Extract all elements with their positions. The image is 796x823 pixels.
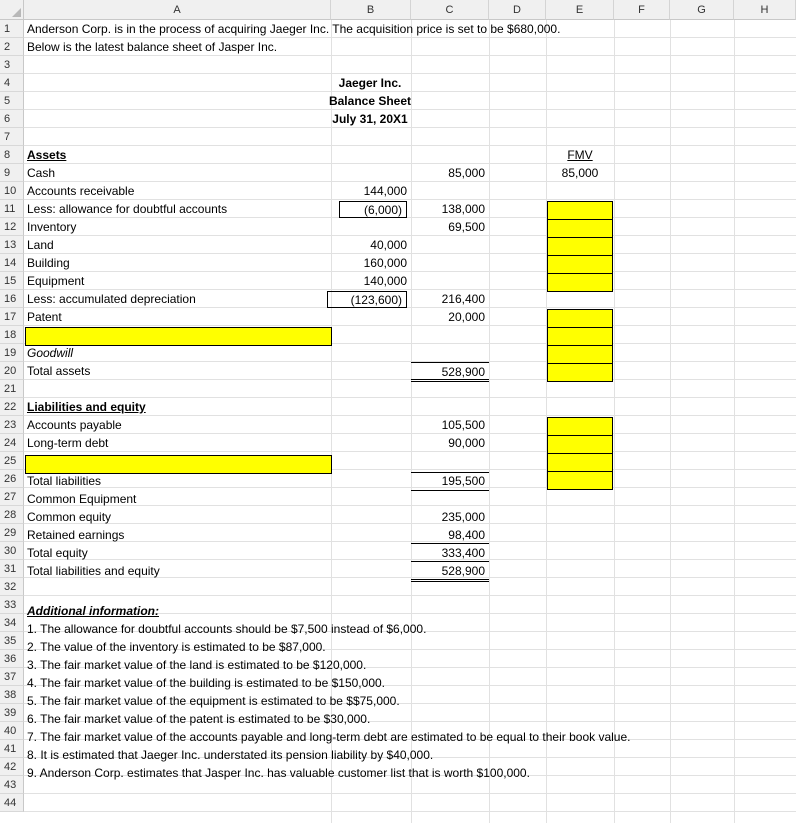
fmv-input-land[interactable]: [547, 237, 613, 256]
fmv-input-accounts-payable[interactable]: [547, 417, 613, 436]
fmv-cash: 85,000: [561, 166, 599, 180]
fmv-input-allowance[interactable]: [547, 201, 613, 220]
row-header-41[interactable]: 41: [0, 740, 24, 758]
row-header-12[interactable]: 12: [0, 218, 24, 236]
row-header-3[interactable]: 3: [0, 56, 24, 74]
row-header-21[interactable]: 21: [0, 380, 24, 398]
statement-date: July 31, 20X1: [332, 112, 408, 126]
label-accounts-receivable: Accounts receivable: [27, 184, 135, 198]
gridline: [24, 361, 796, 362]
row-header-19[interactable]: 19: [0, 344, 24, 362]
statement-title: Balance Sheet: [328, 94, 412, 108]
fmv-header: FMV: [567, 148, 593, 162]
additional-info-item: 3. The fair market value of the land is estimated to be $120,000.: [27, 658, 367, 672]
fmv-input-total-liabilities[interactable]: [547, 471, 613, 490]
label-patent: Patent: [27, 310, 62, 324]
fmv-input-row18[interactable]: [547, 327, 613, 346]
fmv-input-equipment[interactable]: [547, 273, 613, 292]
label-total-equity: Total equity: [27, 546, 88, 560]
row-header-16[interactable]: 16: [0, 290, 24, 308]
value-allowance: (6,000): [339, 201, 407, 218]
row-header-15[interactable]: 15: [0, 272, 24, 290]
label-cash: Cash: [27, 166, 56, 180]
fmv-input-patent[interactable]: [547, 309, 613, 328]
intro-line-1: Anderson Corp. is in the process of acquiring Jaeger Inc. The acquisition price is set to be $680,000.: [27, 22, 561, 36]
value-land: 40,000: [370, 238, 407, 252]
additional-info-item: 1. The allowance for doubtful accounts should be $7,500 instead of $6,000.: [27, 622, 427, 636]
row-header-13[interactable]: 13: [0, 236, 24, 254]
row-header-11[interactable]: 11: [0, 200, 24, 218]
row-header-8[interactable]: 8: [0, 146, 24, 164]
label-accounts-payable: Accounts payable: [27, 418, 122, 432]
column-header-e[interactable]: E: [546, 0, 614, 20]
row-header-25[interactable]: 25: [0, 452, 24, 470]
row-header-27[interactable]: 27: [0, 488, 24, 506]
fmv-input-inventory[interactable]: [547, 219, 613, 238]
row-header-17[interactable]: 17: [0, 308, 24, 326]
row-header-39[interactable]: 39: [0, 704, 24, 722]
row-header-9[interactable]: 9: [0, 164, 24, 182]
gridline: [24, 325, 796, 326]
additional-info-item: 9. Anderson Corp. estimates that Jasper Inc. has valuable customer list that is worth $100,000.: [27, 766, 530, 780]
gridline: [24, 523, 796, 524]
label-total-assets: Total assets: [27, 364, 91, 378]
row-header-14[interactable]: 14: [0, 254, 24, 272]
row-header-6[interactable]: 6: [0, 110, 24, 128]
fmv-input-row25[interactable]: [547, 453, 613, 472]
row-header-18[interactable]: 18: [0, 326, 24, 344]
liabilities-equity-heading: Liabilities and equity: [27, 400, 146, 414]
row-header-36[interactable]: 36: [0, 650, 24, 668]
row-header-20[interactable]: 20: [0, 362, 24, 380]
row-header-35[interactable]: 35: [0, 632, 24, 650]
value-cash: 85,000: [448, 166, 485, 180]
additional-info-item: 8. It is estimated that Jaeger Inc. understated its pension liability by $40,000.: [27, 748, 434, 762]
label-total-liabilities-equity: Total liabilities and equity: [27, 564, 160, 578]
gridline: [24, 163, 796, 164]
row-header-34[interactable]: 34: [0, 614, 24, 632]
value-ar-gross: 144,000: [363, 184, 407, 198]
gridline: [24, 811, 796, 812]
value-patent: 20,000: [448, 310, 485, 324]
additional-info-item: 5. The fair market value of the equipment is estimated to be $$75,000.: [27, 694, 400, 708]
row-header-28[interactable]: 28: [0, 506, 24, 524]
intro-line-2: Below is the latest balance sheet of Jasper Inc.: [27, 40, 278, 54]
row-header-31[interactable]: 31: [0, 560, 24, 578]
row-header-10[interactable]: 10: [0, 182, 24, 200]
label-accumulated-depreciation: Less: accumulated depreciation: [27, 292, 196, 306]
gridline: [24, 595, 796, 596]
gridline: [24, 793, 796, 794]
value-total-assets: 528,900: [411, 362, 489, 382]
value-common-equity: 235,000: [441, 510, 485, 524]
value-ppe-net: 216,400: [441, 292, 485, 306]
label-common-equipment: Common Equipment: [27, 492, 137, 506]
label-inventory: Inventory: [27, 220, 77, 234]
gridline: [24, 541, 796, 542]
company-name: Jaeger Inc.: [338, 76, 402, 90]
value-long-term-debt: 90,000: [448, 436, 485, 450]
label-allowance: Less: allowance for doubtful accounts: [27, 202, 228, 216]
row-header-2[interactable]: 2: [0, 38, 24, 56]
row-header-7[interactable]: 7: [0, 128, 24, 146]
row-header-1[interactable]: 1: [0, 20, 24, 38]
gridline: [24, 559, 796, 560]
additional-info-item: 4. The fair market value of the building is estimated to be $150,000.: [27, 676, 385, 690]
row-header-23[interactable]: 23: [0, 416, 24, 434]
additional-info-title: Additional information:: [27, 604, 159, 618]
assets-heading: Assets: [27, 148, 67, 162]
column-header-b[interactable]: B: [331, 0, 411, 20]
fmv-input-building[interactable]: [547, 255, 613, 274]
row-header-32[interactable]: 32: [0, 578, 24, 596]
value-building: 160,000: [363, 256, 407, 270]
gridline: [24, 379, 796, 380]
value-total-equity: 333,400: [411, 544, 489, 562]
value-accumulated-depreciation: (123,600): [327, 291, 407, 308]
value-accounts-payable: 105,500: [441, 418, 485, 432]
column-header-f[interactable]: F: [614, 0, 670, 20]
label-equipment: Equipment: [27, 274, 85, 288]
row-header-30[interactable]: 30: [0, 542, 24, 560]
column-header-g[interactable]: G: [670, 0, 734, 20]
gridline: [24, 451, 796, 452]
gridline: [24, 505, 796, 506]
column-header-d[interactable]: D: [489, 0, 546, 20]
row-header-44[interactable]: 44: [0, 794, 24, 812]
row-header-5[interactable]: 5: [0, 92, 24, 110]
value-total-liabilities-equity: 528,900: [411, 562, 489, 582]
label-land: Land: [27, 238, 54, 252]
column-header-c[interactable]: C: [411, 0, 489, 20]
row-header-37[interactable]: 37: [0, 668, 24, 686]
fmv-input-long-term-debt[interactable]: [547, 435, 613, 454]
label-goodwill: Goodwill: [27, 346, 74, 360]
column-header-a[interactable]: A: [24, 0, 331, 20]
row-header-29[interactable]: 29: [0, 524, 24, 542]
row-header-42[interactable]: 42: [0, 758, 24, 776]
column-header-h[interactable]: H: [734, 0, 796, 20]
row-header-26[interactable]: 26: [0, 470, 24, 488]
fmv-input-total-assets[interactable]: [547, 363, 613, 382]
row-header-40[interactable]: 40: [0, 722, 24, 740]
row-header-24[interactable]: 24: [0, 434, 24, 452]
value-ar-net: 138,000: [441, 202, 485, 216]
value-inventory: 69,500: [448, 220, 485, 234]
label-building: Building: [27, 256, 70, 270]
label-retained-earnings: Retained earnings: [27, 528, 125, 542]
fmv-input-goodwill[interactable]: [547, 345, 613, 364]
label-common-equity: Common equity: [27, 510, 112, 524]
additional-info-item: 6. The fair market value of the patent is estimated to be $30,000.: [27, 712, 371, 726]
label-long-term-debt: Long-term debt: [27, 436, 109, 450]
row-header-22[interactable]: 22: [0, 398, 24, 416]
gridline: [24, 487, 796, 488]
value-retained-earnings: 98,400: [411, 526, 489, 544]
label-total-liabilities: Total liabilities: [27, 474, 102, 488]
value-total-liabilities: 195,500: [411, 472, 489, 491]
row-header-33[interactable]: 33: [0, 596, 24, 614]
value-equipment: 140,000: [363, 274, 407, 288]
select-all-corner[interactable]: [0, 0, 24, 20]
row-header-38[interactable]: 38: [0, 686, 24, 704]
row-header-43[interactable]: 43: [0, 776, 24, 794]
additional-info-item: 7. The fair market value of the accounts payable and long-term debt are estimated to be equal to their book value.: [27, 730, 631, 744]
gridline: [24, 145, 796, 146]
row-header-4[interactable]: 4: [0, 74, 24, 92]
gridline: [24, 433, 796, 434]
additional-info-item: 2. The value of the inventory is estimated to be $87,000.: [27, 640, 326, 654]
